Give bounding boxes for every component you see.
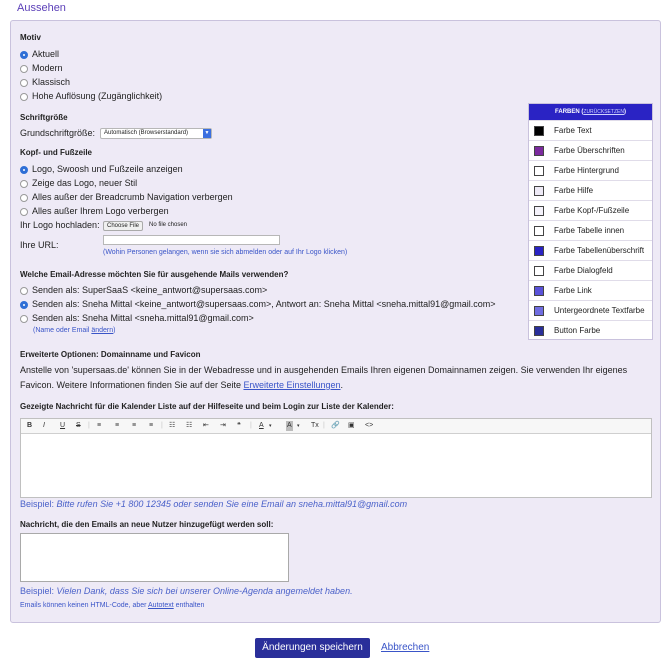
bold-icon[interactable]: B: [27, 422, 33, 429]
outdent-icon[interactable]: ⇤: [203, 422, 209, 429]
color-label: Farbe Hintergrund: [554, 166, 619, 175]
fontsize-heading: Schriftgröße: [20, 113, 68, 122]
color-row[interactable]: [529, 200, 652, 220]
fontsize-label: Grundschriftgröße:: [20, 128, 96, 138]
choose-file-button[interactable]: Choose File: [103, 221, 143, 231]
header-option-label: Alles außer Ihrem Logo verbergen: [32, 206, 169, 216]
calendar-msg-example: Beispiel: Bitte rufen Sie +1 800 12345 oder senden Sie eine Email an sneha.mittal91@gmail.com: [20, 499, 408, 509]
color-row[interactable]: [529, 320, 652, 340]
link-icon[interactable]: 🔗: [331, 422, 340, 429]
url-hint: (Wohin Personen gelangen, wenn sie sich abmelden oder auf Ihr Logo klicken): [103, 249, 348, 256]
color-swatch[interactable]: [534, 166, 544, 176]
change-name-link[interactable]: ändern: [91, 327, 114, 334]
underline-icon[interactable]: U: [60, 422, 66, 429]
color-label: Farbe Link: [554, 286, 592, 295]
header-option-label: Logo, Swoosh und Fußzeile anzeigen: [32, 164, 183, 174]
color-swatch[interactable]: [534, 146, 544, 156]
motiv-option-label: Klassisch: [32, 77, 71, 87]
chevron-down-icon[interactable]: ▾: [269, 423, 272, 429]
toolbar-divider: |: [88, 422, 90, 429]
colors-reset-link[interactable]: ZURÜCKSETZEN: [583, 109, 624, 115]
colors-reset-wrap: (: [581, 109, 584, 115]
color-row[interactable]: [529, 280, 652, 300]
advanced-settings-link[interactable]: Erweiterte Einstellungen: [243, 380, 341, 390]
color-label: Untergeordnete Textfarbe: [554, 306, 645, 315]
email-option-label: Senden als: Sneha Mittal <sneha.mittal91@gmail.com>: [32, 313, 254, 323]
new-user-msg-example: Beispiel: Vielen Dank, dass Sie sich bei unserer Online-Agenda angemeldet haben.: [20, 586, 353, 596]
color-row[interactable]: [529, 240, 652, 260]
color-row[interactable]: [529, 120, 652, 140]
colors-title: FARBEN: [555, 109, 580, 115]
align-justify-icon[interactable]: ≡: [149, 422, 154, 429]
numbered-list-icon[interactable]: ☷: [186, 422, 193, 429]
align-center-icon[interactable]: ≡: [115, 422, 120, 429]
color-swatch[interactable]: [534, 266, 544, 276]
header-footer-heading: Kopf- und Fußzeile: [20, 148, 92, 157]
colors-header: FARBEN (ZURÜCKSETZEN): [529, 104, 652, 120]
new-user-msg-textarea[interactable]: [20, 533, 289, 582]
chevron-down-icon: ▼: [204, 130, 210, 136]
color-swatch[interactable]: [534, 126, 544, 136]
motiv-option-label: Hohe Auflösung (Zugänglichkeit): [32, 91, 163, 101]
email-option-label: Senden als: Sneha Mittal <keine_antwort@supersaas.com>, Antwort an: Sneha Mittal <sneha.mittal91@gmail.com>: [32, 299, 496, 309]
align-right-icon[interactable]: ≡: [132, 422, 137, 429]
color-row[interactable]: [529, 220, 652, 240]
email-heading: Welche Email-Adresse möchten Sie für ausgehende Mails verwenden?: [20, 270, 289, 279]
editor-toolbar: [21, 419, 651, 434]
domain-description: Anstelle von 'supersaas.de' können Sie in der Webadresse und in ausgehenden Emails Ihren eigenen Domainnamen zeigen. Sie verwenden Ihr eigenes Favicon. Weitere Informationen finden Sie auf der Seite Erweiterte Einstellungen.: [20, 365, 628, 390]
email-change-note: (Name oder Email ändern): [33, 327, 116, 334]
header-radio-hide-all[interactable]: [20, 208, 28, 216]
email-radio-own[interactable]: [20, 315, 28, 323]
color-label: Farbe Dialogfeld: [554, 266, 613, 275]
color-row[interactable]: [529, 160, 652, 180]
chevron-down-icon[interactable]: ▾: [297, 423, 300, 429]
new-user-msg-heading: Nachricht, die den Emails an neue Nutzer hinzugefügt werden soll:: [20, 520, 274, 529]
strikethrough-icon[interactable]: S: [76, 422, 81, 429]
motiv-option-label: Modern: [32, 63, 63, 73]
color-row[interactable]: [529, 140, 652, 160]
fontsize-select-value: Automatisch (Browserstandard): [104, 130, 189, 136]
indent-icon[interactable]: ⇥: [220, 422, 226, 429]
toolbar-divider: |: [250, 422, 252, 429]
fontsize-select[interactable]: [100, 128, 212, 139]
motiv-heading: Motiv: [20, 33, 41, 42]
color-row[interactable]: [529, 260, 652, 280]
page-title: Aussehen: [17, 2, 66, 14]
color-swatch[interactable]: [534, 206, 544, 216]
calendar-msg-heading: Gezeigte Nachricht für die Kalender Liste auf der Hilfeseite und beim Login zur Liste der Kalender:: [20, 402, 394, 411]
color-swatch[interactable]: [534, 326, 544, 336]
header-option-label: Zeige das Logo, neuer Stil: [32, 178, 138, 188]
autotext-link[interactable]: Autotext: [148, 602, 174, 609]
motiv-option-label: Aktuell: [32, 49, 60, 59]
html-note: Emails können keinen HTML-Code, aber Autotext enthalten: [20, 602, 205, 609]
email-radio-supersaas[interactable]: [20, 287, 28, 295]
cancel-link[interactable]: Abbrechen: [381, 642, 430, 653]
text-color-icon[interactable]: A: [259, 422, 264, 429]
color-swatch[interactable]: [534, 286, 544, 296]
color-label: Farbe Tabellenüberschrift: [554, 246, 645, 255]
source-code-icon[interactable]: <>: [365, 422, 374, 429]
email-option-label: Senden als: SuperSaaS <keine_antwort@supersaas.com>: [32, 285, 268, 295]
motiv-radio-modern[interactable]: [20, 65, 28, 73]
header-radio-hide-breadcrumb[interactable]: [20, 194, 28, 202]
color-row[interactable]: [529, 300, 652, 320]
motiv-radio-hohe-aufloesung[interactable]: [20, 93, 28, 101]
email-radio-reply-to[interactable]: [20, 301, 28, 309]
color-swatch[interactable]: [534, 226, 544, 236]
color-label: Farbe Kopf-/Fußzeile: [554, 206, 630, 215]
color-label: Button Farbe: [554, 326, 601, 335]
editor-content[interactable]: [21, 434, 651, 498]
file-status: No file chosen: [149, 222, 188, 228]
header-option-label: Alles außer der Breadcrumb Navigation verbergen: [32, 192, 233, 202]
clear-format-icon[interactable]: Tx: [311, 422, 319, 429]
toolbar-divider: |: [161, 422, 163, 429]
url-input[interactable]: [103, 235, 280, 245]
colors-panel: [528, 103, 653, 340]
color-label: Farbe Hilfe: [554, 186, 594, 195]
save-changes-button[interactable]: Änderungen speichern: [255, 638, 370, 658]
url-label: Ihre URL:: [20, 240, 59, 250]
motiv-radio-klassisch[interactable]: [20, 79, 28, 87]
background-color-icon[interactable]: A: [287, 422, 292, 429]
color-swatch[interactable]: [534, 306, 544, 316]
bullet-list-icon[interactable]: ☷: [169, 422, 176, 429]
color-label: Farbe Text: [554, 126, 592, 135]
italic-icon[interactable]: I: [43, 422, 45, 429]
domain-heading: Erweiterte Optionen: Domainname und Favicon: [20, 350, 201, 359]
header-radio-logo-swoosh[interactable]: [20, 166, 28, 174]
image-icon[interactable]: ▣: [348, 422, 355, 429]
color-label: Farbe Tabelle innen: [554, 226, 625, 235]
color-label: Farbe Überschriften: [554, 146, 625, 155]
logo-upload-label: Ihr Logo hochladen:: [20, 220, 100, 230]
color-row[interactable]: [529, 180, 652, 200]
blockquote-icon[interactable]: ❝: [237, 422, 241, 429]
motiv-radio-aktuell[interactable]: [20, 51, 28, 59]
calendar-msg-editor[interactable]: [20, 418, 652, 498]
header-radio-logo-new[interactable]: [20, 180, 28, 188]
color-swatch[interactable]: [534, 246, 544, 256]
color-swatch[interactable]: [534, 186, 544, 196]
toolbar-divider: |: [323, 422, 325, 429]
align-left-icon[interactable]: ≡: [97, 422, 102, 429]
